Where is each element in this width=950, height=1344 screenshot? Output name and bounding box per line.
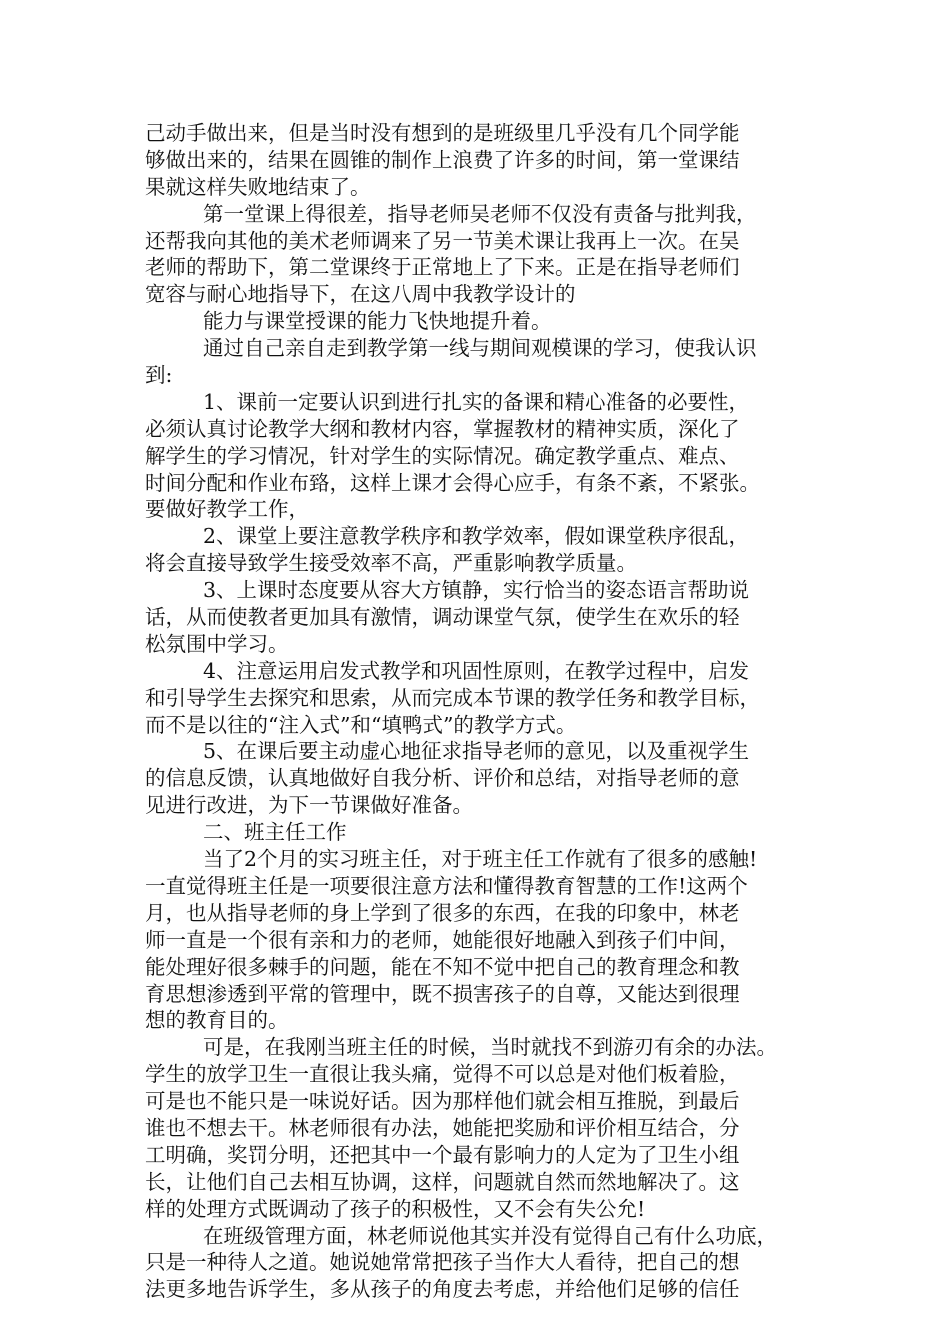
text-line: 当了2个月的实习班主任，对于班主任工作就有了很多的感触! bbox=[203, 847, 758, 872]
text-line: 而不是以往的“注入式”和“填鸭式”的教学方式。 bbox=[145, 712, 577, 737]
text-line: 还帮我向其他的美术老师调来了另一节美术课让我再上一次。在吴 bbox=[145, 228, 740, 253]
text-line: 4、注意运用启发式教学和巩固性原则，在教学过程中，启发 bbox=[203, 658, 750, 683]
text-line: 月，也从指导老师的身上学到了很多的东西，在我的印象中，林老 bbox=[145, 900, 740, 925]
text-line: 要做好教学工作， bbox=[145, 497, 309, 522]
text-line: 只是一种待人之道。她说她常常把孩子当作大人看待，把自己的想 bbox=[145, 1250, 740, 1275]
text-line: 老师的帮助下，第二堂课终于正常地上了下来。正是在指导老师们 bbox=[145, 255, 740, 280]
text-line: 果就这样失败地结束了。 bbox=[145, 174, 371, 199]
text-line: 松氛围中学习。 bbox=[145, 631, 289, 656]
text-line: 学生的放学卫生一直很让我头痛，觉得不可以总是对他们板着脸， bbox=[145, 1062, 740, 1087]
text-line: 一直觉得班主任是一项要很注意方法和懂得教育智慧的工作!这两个 bbox=[145, 873, 748, 898]
text-line: 话，从而使教者更加具有激情，调动课堂气氛，使学生在欢乐的轻 bbox=[145, 605, 740, 630]
text-line: 师一直是一个很有亲和力的老师，她能很好地融入到孩子们中间， bbox=[145, 927, 740, 952]
text-line: 宽容与耐心地指导下，在这八周中我教学设计的 bbox=[145, 282, 576, 307]
text-line: 谁也不想去干。林老师很有办法，她能把奖励和评价相互结合，分 bbox=[145, 1115, 740, 1140]
text-line: 时间分配和作业布臵，这样上课才会得心应手，有条不紊，不紧张。 bbox=[145, 470, 760, 495]
text-line: 可是，在我刚当班主任的时候，当时就找不到游刃有余的办法。 bbox=[203, 1035, 777, 1060]
text-line: 育思想渗透到平常的管理中，既不损害孩子的自尊，又能达到很理 bbox=[145, 981, 740, 1006]
text-line: 5、在课后要主动虚心地征求指导老师的意见，以及重视学生 bbox=[203, 739, 750, 764]
text-line: 和引导学生去探究和思索，从而完成本节课的教学任务和教学目标， bbox=[145, 685, 760, 710]
text-line: 2、课堂上要注意教学秩序和教学效率，假如课堂秩序很乱， bbox=[203, 524, 750, 549]
text-line: 将会直接导致学生接受效率不高，严重影响教学质量。 bbox=[145, 551, 637, 576]
text-line: 3、上课时态度要从容大方镇静，实行恰当的姿态语言帮助说 bbox=[203, 578, 750, 603]
text-line: 能力与课堂授课的能力飞快地提升着。 bbox=[203, 309, 552, 334]
text-line: 工明确，奖罚分明，还把其中一个最有影响力的人定为了卫生小组 bbox=[145, 1142, 740, 1167]
text-line: 可是也不能只是一味说好话。因为那样他们就会相互推脱，到最后 bbox=[145, 1089, 740, 1114]
text-line: 法更多地告诉学生，多从孩子的角度去考虑，并给他们足够的信任 bbox=[145, 1277, 740, 1302]
text-line: 样的处理方式既调动了孩子的积极性，又不会有失公允! bbox=[145, 1196, 646, 1221]
text-line: 己动手做出来，但是当时没有想到的是班级里几乎没有几个同学能 bbox=[145, 121, 740, 145]
text-line: 的信息反馈，认真地做好自我分析、评价和总结，对指导老师的意 bbox=[145, 766, 740, 791]
text-line: 在班级管理方面，林老师说他其实并没有觉得自己有什么功底， bbox=[203, 1223, 777, 1248]
text-line: 长，让他们自己去相互协调，这样，问题就自然而然地解决了。这 bbox=[145, 1169, 740, 1194]
text-line: 够做出来的，结果在圆锥的制作上浪费了许多的时间，第一堂课结 bbox=[145, 147, 740, 172]
text-line: 解学生的学习情况，针对学生的实际情况。确定教学重点、难点、 bbox=[145, 443, 740, 468]
text-line: 1、课前一定要认识到进行扎实的备课和精心准备的必要性， bbox=[203, 389, 750, 414]
document-body bbox=[145, 120, 830, 1303]
text-line: 二、班主任工作 bbox=[203, 820, 347, 845]
text-line: 必须认真讨论教学大纲和教材内容，掌握教材的精神实质，深化了 bbox=[145, 416, 740, 441]
text-line: 见进行改进，为下一节课做好准备。 bbox=[145, 793, 473, 818]
text-line: 通过自己亲自走到教学第一线与期间观模课的学习，使我认识 bbox=[203, 336, 757, 361]
text-line: 到: bbox=[145, 363, 173, 388]
text-line: 想的教育目的。 bbox=[145, 1008, 289, 1033]
text-line: 能处理好很多棘手的问题，能在不知不觉中把自己的教育理念和教 bbox=[145, 954, 740, 979]
text-line: 第一堂课上得很差，指导老师吴老师不仅没有责备与批判我， bbox=[203, 201, 757, 226]
